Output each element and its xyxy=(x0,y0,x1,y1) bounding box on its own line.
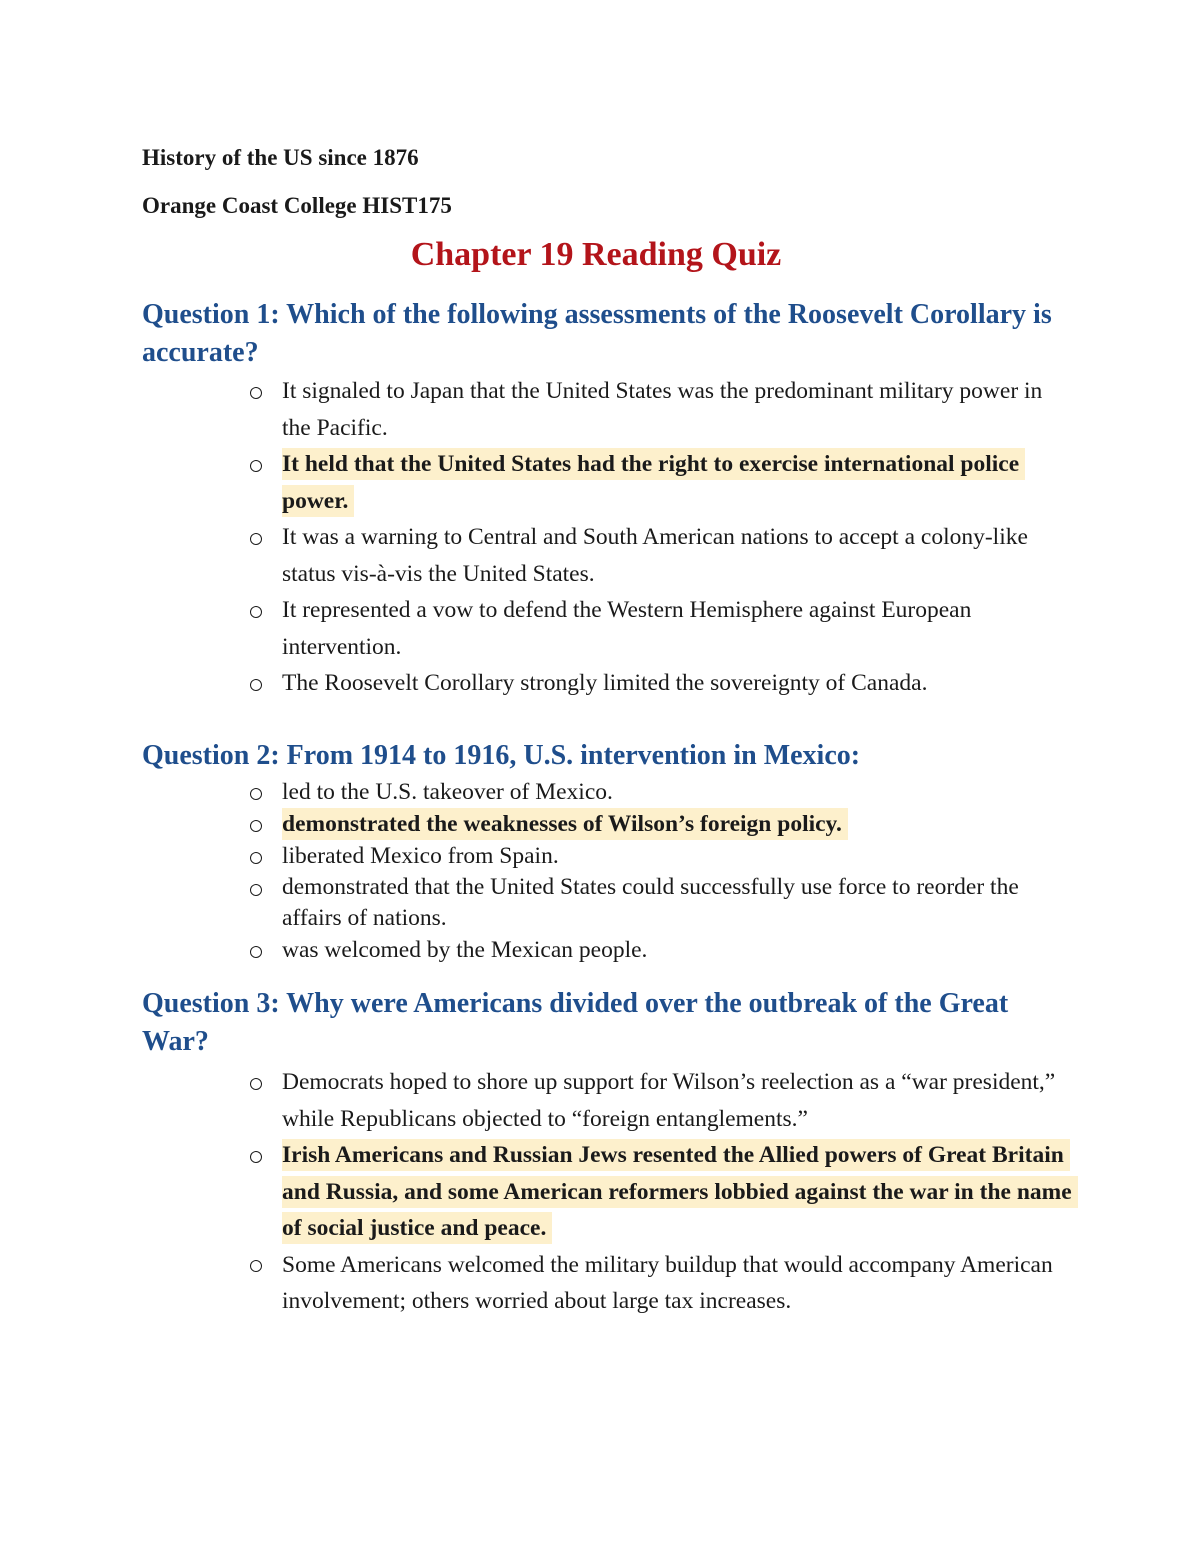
question-3-heading: Question 3: Why were Americans divided over the outbreak of the Great War? xyxy=(142,988,1009,1057)
option-text: Democrats hoped to shore up support for Wilson’s reelection as a “war president,” while Republicans objected to “foreign entanglements.” xyxy=(282,1069,1056,1132)
question-2-heading: Question 2: From 1914 to 1916, U.S. intervention in Mexico: xyxy=(142,740,861,771)
college-course-code: Orange Coast College HIST175 xyxy=(142,193,452,218)
option-item xyxy=(246,519,1076,592)
question-3-options xyxy=(246,1064,1076,1320)
option-item xyxy=(246,840,1076,872)
circle-bullet-icon xyxy=(246,840,266,872)
option-text xyxy=(282,808,1076,840)
highlighted-answer: demonstrated the weaknesses of Wilson’s foreign policy. xyxy=(282,808,848,840)
circle-bullet-icon xyxy=(246,1247,266,1284)
circle-bullet-icon xyxy=(246,808,266,840)
option-text: led to the U.S. takeover of Mexico. xyxy=(282,779,613,805)
option-item xyxy=(246,776,1076,808)
quiz-title xyxy=(0,236,1200,274)
circle-bullet-icon xyxy=(246,1064,266,1101)
circle-bullet-icon xyxy=(246,446,266,483)
question-1-options xyxy=(246,373,1076,702)
course-title: History of the US since 1876 xyxy=(142,145,419,170)
option-text: Some Americans welcomed the military buildup that would accompany American involvement; others worried about large tax increases. xyxy=(282,1251,1053,1314)
option-text: It represented a vow to defend the Western Hemisphere against European intervention. xyxy=(282,597,972,660)
option-item xyxy=(246,665,1076,702)
option-item-correct xyxy=(246,1137,1076,1247)
option-item-correct xyxy=(246,446,1076,519)
option-text: liberated Mexico from Spain. xyxy=(282,843,559,869)
question-2-options xyxy=(246,776,1076,966)
circle-bullet-icon xyxy=(246,872,266,903)
option-text: It was a warning to Central and South American nations to accept a colony-like status vis-à-vis the United States. xyxy=(282,524,1028,587)
quiz-title-text: Chapter 19 Reading Quiz xyxy=(410,236,782,273)
option-text: It signaled to Japan that the United States was the predominant military power in the Pacific. xyxy=(282,378,1043,441)
circle-bullet-icon xyxy=(246,934,266,966)
option-item xyxy=(246,592,1076,665)
circle-bullet-icon xyxy=(246,665,266,702)
option-item xyxy=(246,872,1076,934)
option-text: The Roosevelt Corollary strongly limited the sovereignty of Canada. xyxy=(282,670,928,696)
circle-bullet-icon xyxy=(246,373,266,410)
option-item xyxy=(246,1247,1076,1320)
highlighted-answer: Irish Americans and Russian Jews resented the Allied powers of Great Britain and Russia, and some American reformers lobbied against the war in the name of social justice and peace. xyxy=(282,1139,1078,1244)
option-text: demonstrated that the United States could successfully use force to reorder the affairs of nations. xyxy=(282,874,1019,931)
circle-bullet-icon xyxy=(246,776,266,808)
circle-bullet-icon xyxy=(246,1137,266,1174)
circle-bullet-icon xyxy=(246,519,266,556)
option-text xyxy=(282,446,1076,519)
option-item xyxy=(246,934,1076,966)
question-1-heading: Question 1: Which of the following assessments of the Roosevelt Corollary is accurate? xyxy=(142,299,1052,368)
option-item xyxy=(246,1064,1076,1137)
option-text xyxy=(282,1137,1076,1247)
highlighted-answer: It held that the United States had the right to exercise international police power. xyxy=(282,448,1025,517)
option-text: was welcomed by the Mexican people. xyxy=(282,937,648,963)
option-item xyxy=(246,373,1076,446)
circle-bullet-icon xyxy=(246,592,266,629)
option-item-correct xyxy=(246,808,1076,840)
